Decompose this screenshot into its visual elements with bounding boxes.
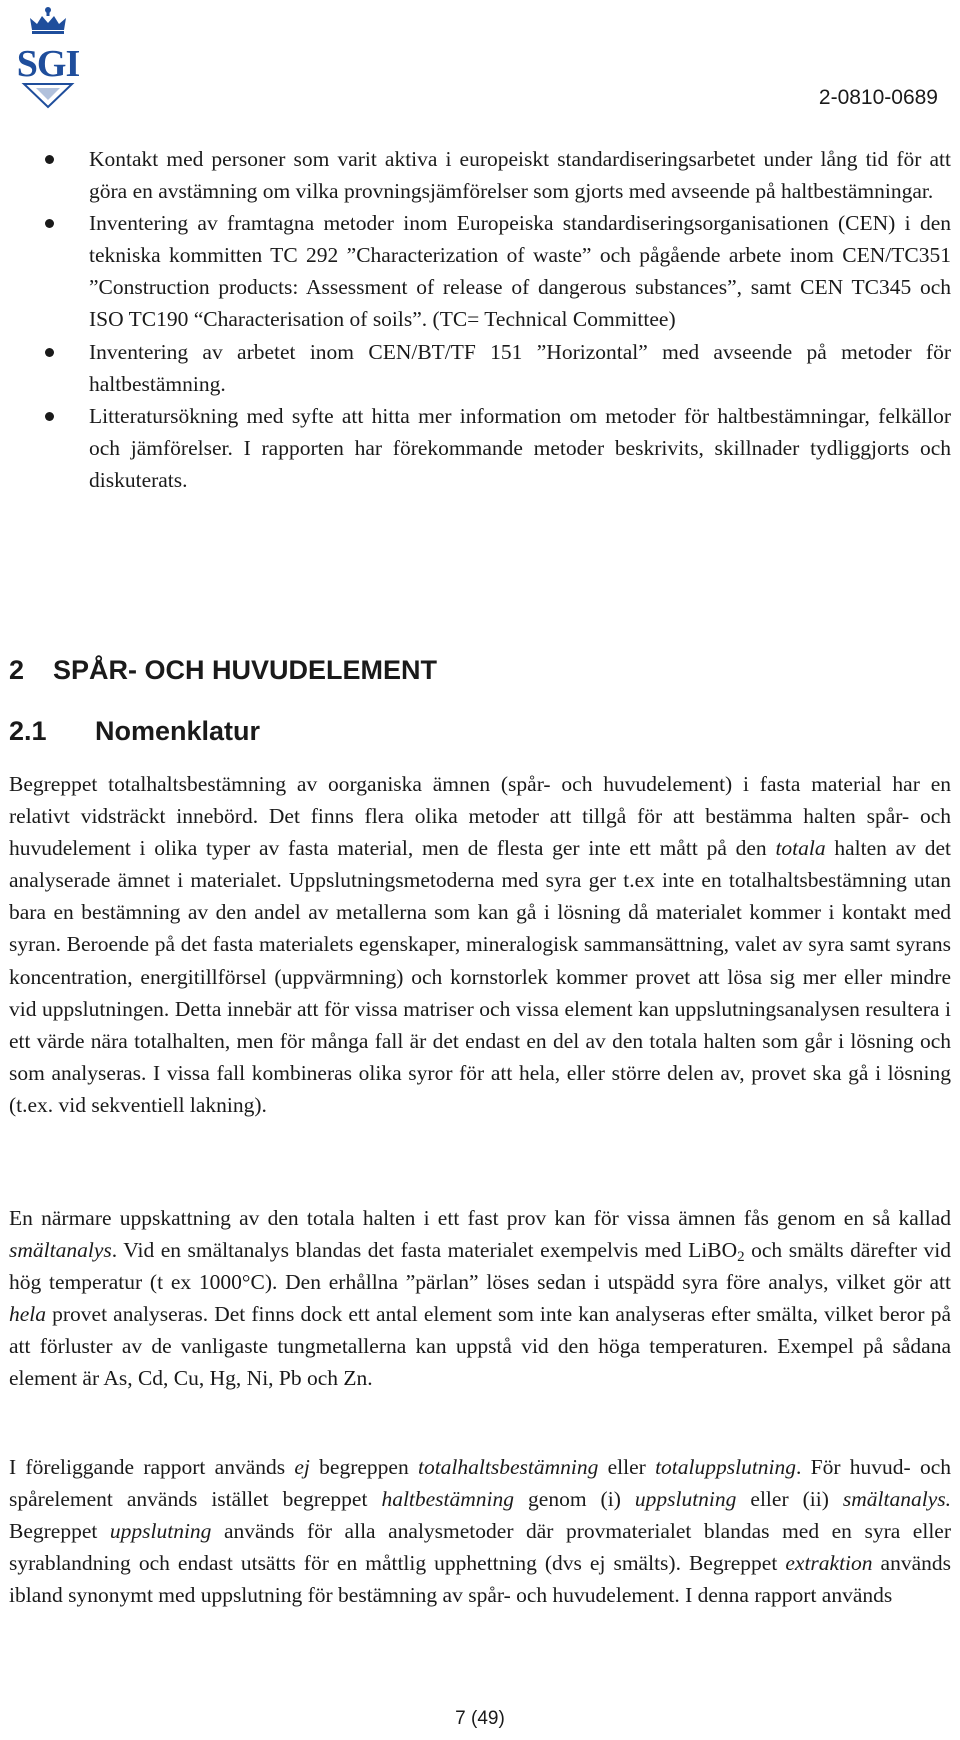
subsection-heading <box>9 716 260 747</box>
subscript: 2 <box>737 1249 745 1266</box>
text-run: halten av det analyserade ämnet i materialet. Uppslutningsmetoderna med syra ger t.ex inte en totalhaltsbestämning utan bara en bestämning av den andel av metallerna som kan gå i lösning då materialet kommer i kontakt med syran. Beroende på det fasta materialets egenskaper, mineralogisk sammansättning, valet av syra samt syrans koncentration, energitillförsel (uppvärmning) och kornstorlek kommer provet att lösa sig mer eller mindre vid uppslutningen. Detta innebär att för vissa matriser och vissa element kan uppslutningsanalysen resultera i ett värde nära totalhalten, men för många fall är det endast en del av den totala halten som går i lösning och som analyseras. I vissa fall kombineras olika syror för att hela, eller större delen av, provet ska gå i lösning (t.ex. vid sekventiell lakning). <box>9 836 951 1117</box>
text-run: Begreppet <box>9 1519 110 1544</box>
bullet-dot <box>45 219 54 228</box>
subsection-title: Nomenklatur <box>95 716 261 746</box>
text-run: . För huvud- och spårelement används istället begreppet <box>9 1455 951 1512</box>
text-run: provet analyseras. Det finns dock ett antal element som inte kan analyseras efter smälta, vilket beror på att förluster av de vanligaste tungmetallerna kan uppstå vid den höga temperaturen. Exempel på sådana element är As, Cd, Cu, Hg, Ni, Pb och Zn. <box>9 1302 951 1391</box>
emphasis: extraktion <box>785 1551 873 1576</box>
text-run: och smälts därefter vid hög temperatur (t ex 1000°C). Den erhållna ”pärlan” löses sedan i utspädd syra före analys, vilket gör att <box>9 1238 952 1295</box>
emphasis: uppslutning <box>634 1487 737 1512</box>
emphasis: totala <box>775 836 826 861</box>
emphasis: haltbestämning <box>381 1487 515 1512</box>
emphasis: ej <box>294 1455 310 1479</box>
list-item <box>9 400 951 496</box>
emphasis: smältanalys. <box>842 1487 951 1512</box>
bullet-dot <box>45 348 54 357</box>
list-item-text: Litteratursökning med syfte att hitta mer information om metoder för haltbestämningar, felkällor och jämförelser. I rapporten har förekommande metoder beskrivits, skillnader tydliggjorts och diskuterats. <box>89 403 951 492</box>
emphasis: uppslutning <box>109 1519 212 1544</box>
text-run: . Vid en smältanalys blandas det fasta materialet exempelvis med LiBO <box>111 1238 738 1263</box>
text-run: eller (ii) <box>736 1487 843 1512</box>
list-item <box>9 143 951 207</box>
text-run: eller <box>598 1455 656 1479</box>
text-run: begreppen <box>309 1455 418 1479</box>
sgi-logo <box>6 4 90 110</box>
crown-icon <box>30 7 66 34</box>
list-item-text: Inventering av arbetet inom CEN/BT/TF 151 ”Horizontal” med avseende på metoder för haltbestämning. <box>89 339 951 396</box>
list-item-text: Inventering av framtagna metoder inom Europeiska standardiseringsorganisationen (CEN) i den tekniska kommitten TC 292 ”Characterization of waste” och pågående arbete inom CEN/TC351 ”Construction products: Assessment of release of dangerous substances”, samt CEN TC345 och ISO TC190 “Characterisation of soils”. (TC= Technical Committee) <box>89 211 951 332</box>
text-run: Begreppet totalhaltsbestämning av oorganiska ämnen (spår- och huvudelement) i fasta material har en relativt vidsträckt innebörd. Det finns flera olika metoder att tillgå för att bestämma halten spår- och huvudelement i olika typer av fasta material, men de flesta ger inte ett mått på den <box>9 772 951 861</box>
section-number: 2 <box>9 655 25 685</box>
emphasis: totaluppslutning <box>655 1455 797 1479</box>
emphasis: hela <box>9 1302 47 1327</box>
list-item <box>9 336 951 400</box>
section-title: SPÅR- OCH HUVUDELEMENT <box>53 655 438 685</box>
bullet-list <box>9 143 951 496</box>
text-run: I föreliggande rapport används <box>9 1455 295 1479</box>
list-item-text: Kontakt med personer som varit aktiva i europeiskt standardiseringsarbetet under lång tid för att göra en avstämning om vilka provningsjämförelser som gjorts med avseende på haltbestämningar. <box>89 147 951 204</box>
paragraph-terminology <box>9 1451 951 1611</box>
list-item <box>9 207 951 335</box>
section-heading <box>9 655 437 686</box>
emphasis: smältanalys <box>9 1238 112 1263</box>
paragraph-smeltanalysis <box>9 1202 951 1395</box>
text-run: genom (i) <box>514 1487 635 1512</box>
bullet-dot <box>45 412 54 421</box>
page-number: 7 (49) <box>455 1708 505 1729</box>
bullet-dot <box>45 155 54 164</box>
document-number: 2-0810-0689 <box>818 86 938 109</box>
subsection-number: 2.1 <box>9 716 47 746</box>
paragraph-nomenclature <box>9 768 951 1121</box>
text-run: används för alla analysmetoder där provmaterialet blandas med en syra eller syrablandning och endast utsätts för en måttlig upphettning (dvs ej smälts). Begreppet <box>9 1519 951 1576</box>
logo-text: SGI <box>16 43 80 85</box>
text-run: används ibland synonymt med uppslutning för bestämning av spår- och huvudelement. I denna rapport används <box>9 1551 952 1608</box>
emphasis: totalhaltsbestämning <box>417 1455 599 1479</box>
text-run: En närmare uppskattning av den totala halten i ett fast prov kan för vissa ämnen fås genom en så kallad <box>9 1206 951 1230</box>
